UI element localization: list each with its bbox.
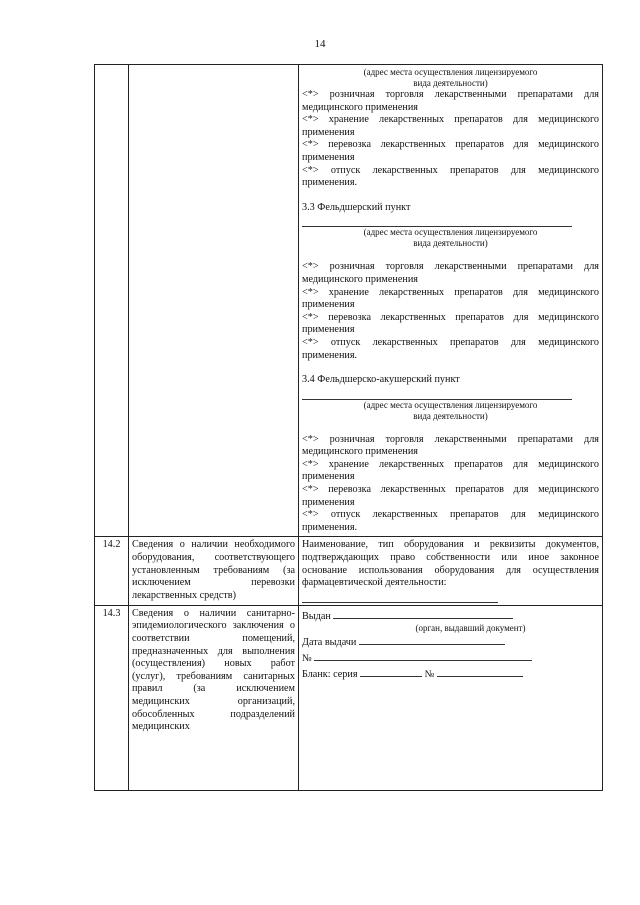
address-caption: вида деятельности)	[413, 238, 488, 249]
address-caption: (адрес места осуществления лицензируемого	[363, 399, 538, 410]
activity-item: <*> перевозка лекарственных препаратов для медицинского применения	[302, 139, 599, 163]
row-label: Сведения о наличии необходимого оборудования, соответствующего установленным требованиям (за исключением перевозки лекарственных средств)	[129, 537, 299, 605]
activity-item: <*> розничная торговля лекарственными препаратами для медицинского применения	[302, 261, 599, 285]
activity-item: <*> хранение лекарственных препаратов для медицинского применения	[302, 458, 599, 483]
address-caption: вида деятельности)	[413, 410, 488, 421]
form-field	[302, 666, 599, 682]
issued-label: Выдан	[302, 610, 331, 622]
row-content-cell	[299, 537, 603, 605]
activity-item: <*> отпуск лекарственных препаратов для медицинского применения.	[302, 164, 599, 189]
form-label: Бланк: серия	[302, 668, 358, 680]
activity-item: <*> хранение лекарственных препаратов для медицинского применения	[302, 114, 599, 138]
section-heading: 3.4 Фельдшерско-акушерский пункт	[302, 374, 460, 386]
date-line	[359, 634, 505, 645]
row-content-cell	[299, 605, 603, 790]
table-row	[95, 537, 603, 605]
section-heading: 3.3 Фельдшерский пункт	[302, 201, 411, 213]
document-table	[94, 64, 603, 791]
form-series-line	[360, 666, 422, 677]
issued-caption: (орган, выдавший документ)	[415, 623, 526, 634]
number-label: №	[302, 653, 312, 664]
activity-item: <*> розничная торговля лекарственными препаратами для медицинского применения	[302, 433, 599, 458]
address-caption: (адрес места осуществления лицензируемого	[363, 227, 538, 238]
issued-line	[333, 608, 513, 619]
row-content-cell	[299, 65, 603, 537]
activity-item: <*> розничная торговля лекарственными препаратами для медицинского применения	[302, 89, 599, 113]
number-field	[302, 650, 599, 666]
activity-item: <*> хранение лекарственных препаратов для медицинского применения	[302, 286, 599, 311]
issued-field	[302, 608, 599, 624]
equipment-text: Наименование, тип оборудования и реквизиты документов, подтверждающих право собственности или иное законное основание использования оборудования для осуществления фармацевтической деятельности:	[302, 539, 599, 589]
address-line	[302, 387, 572, 400]
number-line	[314, 650, 532, 661]
address-line	[302, 214, 572, 227]
row-label: Сведения о наличии санитарно-эпидемиологического заключения о соответствии помещений, предназначенных для выполнения (осуществления) новых работ (услуг), требованиям санитарных правил (за исключением медицинских организаций, обособленных подразделений медицинских	[129, 605, 299, 790]
table-row	[95, 605, 603, 790]
form-number-label: №	[424, 668, 435, 680]
address-caption: (адрес места осуществления лицензируемого	[363, 67, 538, 77]
form-number-line	[437, 666, 523, 677]
date-field	[302, 634, 599, 650]
activity-item: <*> перевозка лекарственных препаратов для медицинского применения	[302, 311, 599, 336]
row-label-cell	[129, 65, 299, 537]
row-number: 14.2	[95, 537, 129, 605]
activity-item: <*> отпуск лекарственных препаратов для медицинского применения.	[302, 336, 599, 361]
date-label: Дата выдачи	[302, 637, 357, 649]
row-number: 14.3	[95, 605, 129, 790]
table-row	[95, 65, 603, 537]
address-caption: вида деятельности)	[413, 78, 488, 88]
activity-item: <*> перевозка лекарственных препаратов для медицинского применения	[302, 484, 599, 508]
page-number: 14	[314, 38, 326, 50]
row-number-cell	[95, 65, 129, 537]
fill-line	[302, 590, 498, 603]
activity-item: <*> отпуск лекарственных препаратов для медицинского применения.	[302, 509, 599, 533]
